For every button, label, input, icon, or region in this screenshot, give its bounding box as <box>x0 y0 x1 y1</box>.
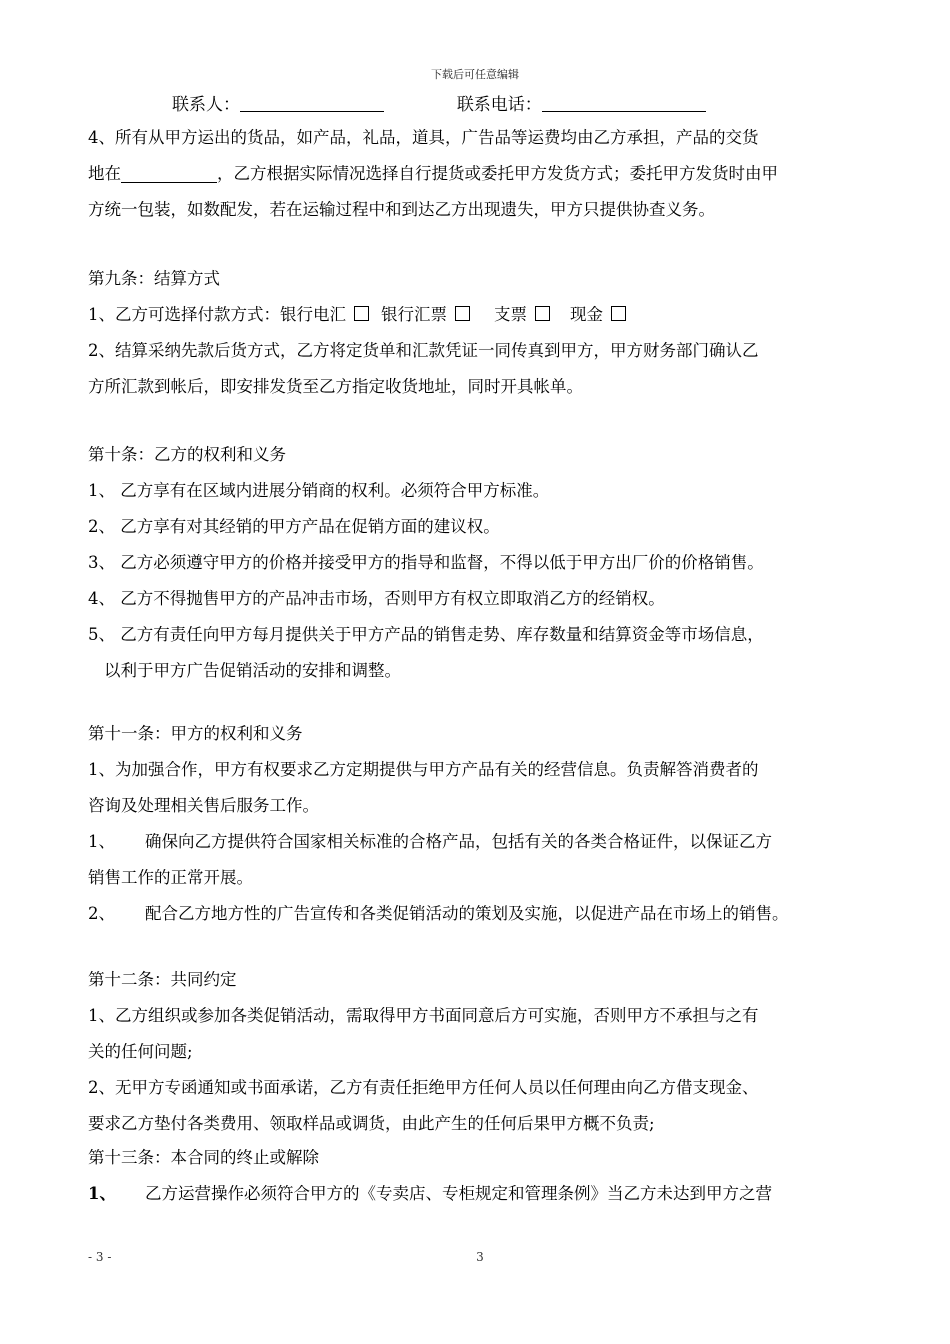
clause12 <box>88 962 888 1142</box>
clause8-item4-line2 <box>88 156 888 192</box>
clause11-item2-number: 1、 <box>88 832 115 851</box>
clause10-item5-line1: 5、 乙方有责任向甲方每月提供关于甲方产品的销售走势、库存数量和结算资金等市场信息， <box>88 625 764 644</box>
clause10 <box>88 437 888 689</box>
contact-person-blank <box>240 95 384 112</box>
clause12-item2-line2: 要求乙方垫付各类费用、领取样品或调货，由此产生的任何后果甲方概不负责; <box>88 1114 655 1133</box>
payment-option-cash: 现金 <box>570 305 603 324</box>
payment-option-draft: 银行汇票 <box>381 305 447 324</box>
clause10-item2: 2、 乙方享有对其经销的甲方产品在促销方面的建议权。 <box>88 517 500 536</box>
checkbox-draft[interactable] <box>455 306 470 321</box>
payment-options-label: 1、乙方可选择付款方式： <box>88 305 280 324</box>
clause10-item1: 1、 乙方享有在区域内进展分销商的权利。必须符合甲方标准。 <box>88 481 550 500</box>
payment-option-cheque: 支票 <box>494 305 527 324</box>
contact-phone-blank <box>542 95 706 112</box>
clause11-item2-text: 确保向乙方提供符合国家相关标准的合格产品，包括有关的各类合格证件，以保证乙方 <box>145 832 772 851</box>
clause12-item1-line1: 1、乙方组织或参加各类促销活动，需取得甲方书面同意后方可实施，否则甲方不承担与之有 <box>88 1006 759 1025</box>
clause9 <box>88 261 888 405</box>
clause8-item4-line3: 方统一包装，如数配发，若在运输过程中和到达乙方出现遗失，甲方只提供协查义务。 <box>88 200 715 219</box>
clause11-item1-line1: 1、为加强合作，甲方有权要求乙方定期提供与甲方产品有关的经营信息。负责解答消费者的 <box>88 760 759 779</box>
clause10-title: 第十条：乙方的权利和义务 <box>88 445 286 464</box>
clause11-item3-text: 配合乙方地方性的广告宣传和各类促销活动的策划及实施，以促进产品在市场上的销售。 <box>145 904 789 923</box>
clause9-item2-line2: 方所汇款到帐后，即安排发货至乙方指定收货地址，同时开具帐单。 <box>88 377 583 396</box>
clause10-item3: 3、 乙方必须遵守甲方的价格并接受甲方的指导和监督，不得以低于甲方出厂价的价格销售。 <box>88 553 764 572</box>
footer-page-number: 3 <box>476 1250 484 1264</box>
checkbox-cheque[interactable] <box>535 306 550 321</box>
clause11-item2-line2: 销售工作的正常开展。 <box>88 868 253 887</box>
clause11-item1-line2: 咨询及处理相关售后服务工作。 <box>88 796 319 815</box>
footer-page-marker: - 3 - <box>88 1250 112 1264</box>
clause13-item1-number: 1、 <box>88 1184 116 1203</box>
clause11-title: 第十一条：甲方的权利和义务 <box>88 724 303 743</box>
clause8-item4 <box>88 120 888 228</box>
delivery-place-blank <box>121 164 217 183</box>
delivery-place-label: 地在 <box>88 164 121 183</box>
clause12-item2-line1: 2、无甲方专函通知或书面承诺，乙方有责任拒绝甲方任何人员以任何理由向乙方借支现金、 <box>88 1078 759 1097</box>
clause13-item1 <box>88 1176 888 1212</box>
clause12-item1-line2: 关的任何问题; <box>88 1042 193 1061</box>
clause8-item4-line2-text: ，乙方根据实际情况选择自行提货或委托甲方发货方式；委托甲方发货时由甲 <box>217 164 778 183</box>
clause11-item2-line1 <box>88 824 888 860</box>
payment-options-line <box>88 297 888 333</box>
page-header-note: 下载后可任意编辑 <box>431 68 519 81</box>
checkbox-wire[interactable] <box>354 306 369 321</box>
clause10-item4: 4、 乙方不得抛售甲方的产品冲击市场，否则甲方有权立即取消乙方的经销权。 <box>88 589 665 608</box>
clause11 <box>88 716 888 932</box>
clause11-item3 <box>88 896 888 932</box>
clause10-item5-line2: 以利于甲方广告促销活动的安排和调整。 <box>104 661 401 680</box>
clause13 <box>88 1140 888 1212</box>
clause13-item1-text: 乙方运营操作必须符合甲方的《专卖店、专柜规定和管理条例》当乙方未达到甲方之营 <box>145 1184 772 1203</box>
clause11-item3-number: 2、 <box>88 904 115 923</box>
clause9-title: 第九条：结算方式 <box>88 269 220 288</box>
clause13-title: 第十三条：本合同的终止或解除 <box>88 1148 319 1167</box>
checkbox-cash[interactable] <box>611 306 626 321</box>
payment-option-wire: 银行电汇 <box>280 305 346 324</box>
contact-phone-label: 联系电话： <box>456 95 542 115</box>
clause8-item4-line1: 4、所有从甲方运出的货品，如产品，礼品，道具，广告品等运费均由乙方承担，产品的交货 <box>88 128 759 147</box>
clause12-title: 第十二条：共同约定 <box>88 970 237 989</box>
contact-person-label: 联系人： <box>172 95 240 115</box>
clause9-item2-line1: 2、结算采纳先款后货方式，乙方将定货单和汇款凭证一同传真到甲方，甲方财务部门确认乙 <box>88 341 759 360</box>
contact-line <box>172 90 706 115</box>
